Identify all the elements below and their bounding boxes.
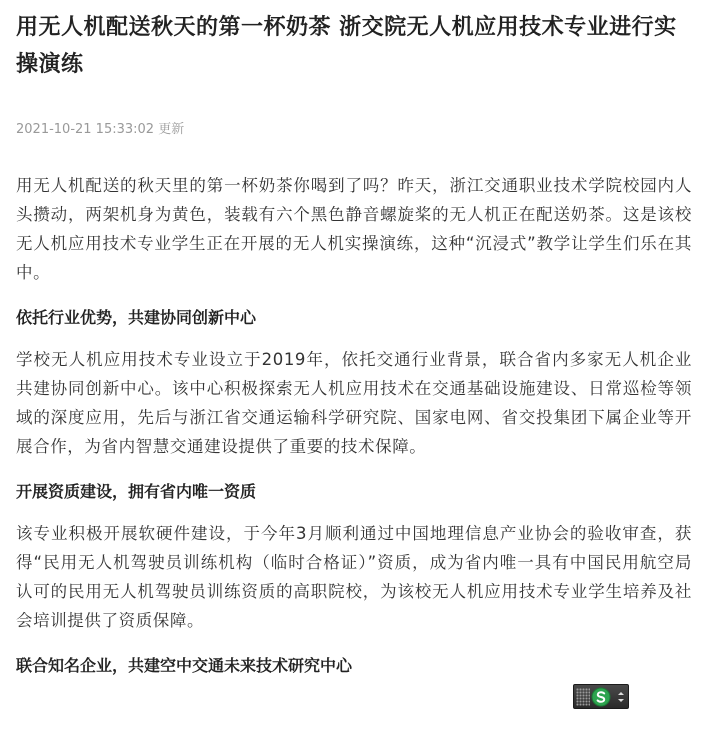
article-meta [16, 121, 692, 139]
section-paragraph: 学校无人机应用技术专业设立于2019年，依托交通行业背景，联合省内多家无人机企业共建协同创新中心。该中心积极探索无人机应用技术在交通基础设施建设、日常巡检等领域的深度应用，先后与浙江省交通运输科学研究院、国家电网、省交投集团下属企业等开展合作，为省内智慧交通建设提供了重要的技术保障。 [16, 350, 692, 456]
section-heading: 开展资质建设，拥有省内唯一资质 [16, 482, 257, 501]
drag-handle-icon[interactable] [576, 688, 590, 706]
article [16, 0, 692, 680]
section-heading: 联合知名企业，共建空中交通未来技术研究中心 [16, 656, 353, 675]
section-heading: 依托行业优势，共建协同创新中心 [16, 308, 257, 327]
s-logo-icon[interactable] [591, 687, 611, 707]
section-paragraph: 该专业积极开展软硬件建设，于今年3月顺利通过中国地理信息产业协会的验收审查，获得“民用无人机驾驶员训练机构（临时合格证）”资质，成为省内唯一具有中国民用航空局认可的民用无人机驾驶员训练资质的高职院校，为该校无人机应用技术专业学生培养及社会培训提供了资质保障。 [16, 524, 692, 630]
article-title: 用无人机配送秋天的第一杯奶茶 浙交院无人机应用技术专业进行实操演练 [16, 15, 677, 77]
expand-arrows-icon[interactable] [615, 688, 627, 706]
intro-paragraph: 用无人机配送的秋天里的第一杯奶茶你喝到了吗？昨天，浙江交通职业技术学院校园内人头攒动，两架机身为黄色，装载有六个黑色静音螺旋桨的无人机正在配送奶茶。这是该校无人机应用技术专业学生正在开展的无人机实操演练，这种“沉浸式”教学让学生们乐在其中。 [16, 176, 692, 282]
floating-toolbar-widget[interactable] [573, 684, 629, 709]
publish-timestamp: 2021-10-21 15:33:02 [16, 122, 155, 137]
updated-label: 更新 [158, 122, 185, 137]
